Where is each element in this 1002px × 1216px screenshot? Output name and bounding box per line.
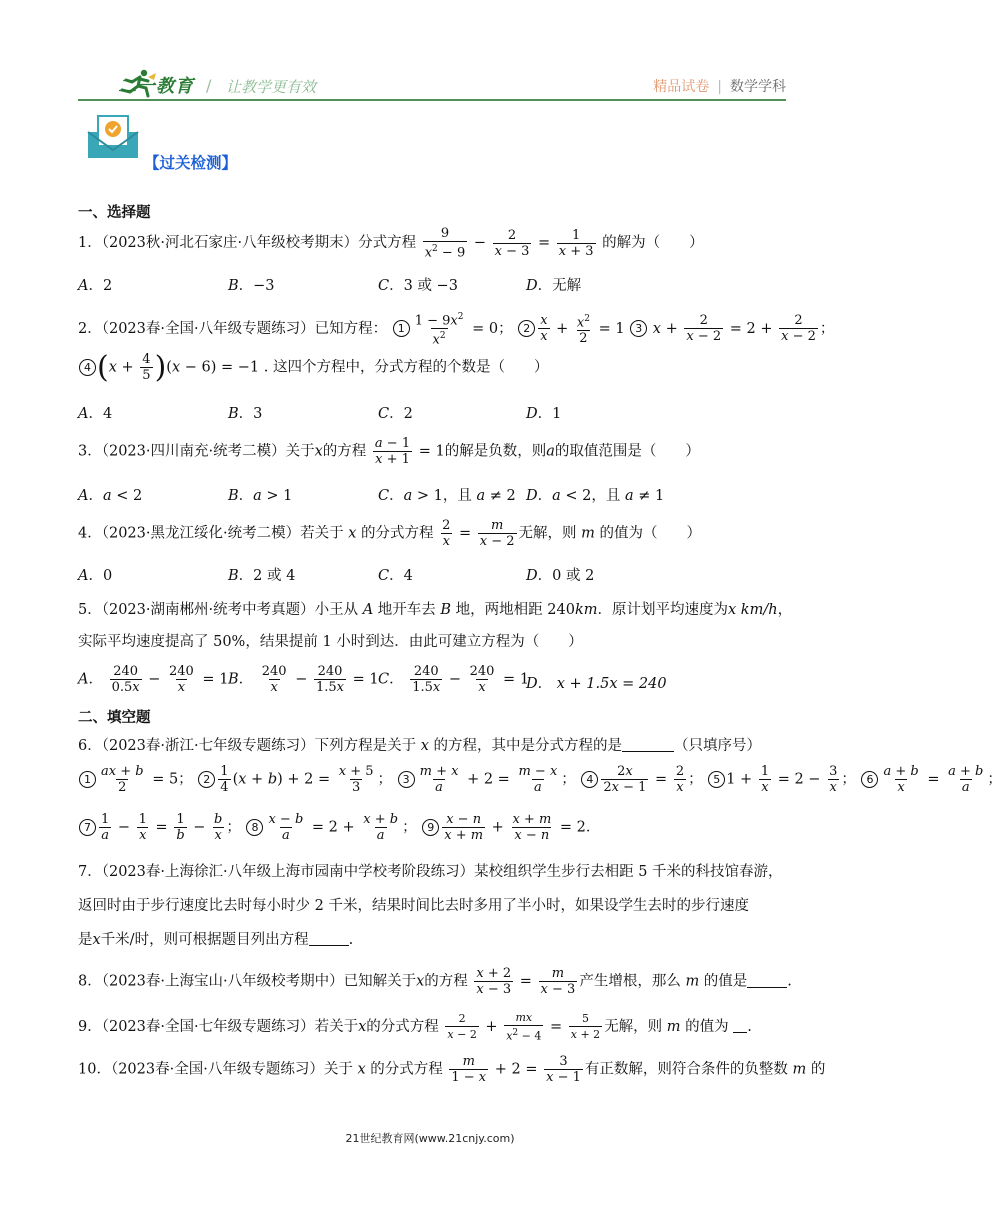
question-6: 6．（2023春·浙江·七年级专题练习）下列方程是关于 x 的方程，其中是分式方程的是 （只填序号）	[78, 738, 761, 754]
q3-stem-b: 的方程	[322, 443, 367, 460]
section-title: 【过关检测】	[144, 154, 238, 172]
q1-stem: 1．（2023秋·河北石家庄·八年级校考期末）分式方程	[78, 235, 417, 252]
q8-stem-c: 产生增根，那么	[579, 973, 681, 990]
question-3: 3．（2023·四川南充·统考二模）关于x的方程 $\frac{a - 1}{x + 1}$ = 1的解是负数，则a的取值范围是（ ）	[78, 436, 700, 467]
question-8: 8．（2023春·上海宝山·八年级校考期中）已知解关于x的方程 $\frac{x + 2}{x - 3}$ = $\frac{m}{x - 3}$ 产生增根，那么 m 的值是 .	[78, 966, 792, 997]
answer-blank[interactable]	[747, 987, 787, 988]
q4-option-a: 0	[102, 568, 113, 584]
q8-stem-d: 的值是	[703, 973, 748, 990]
q2-option-b: 3	[253, 406, 263, 422]
q2-stem: 2．（2023春·全国·八年级专题练习）已知方程：	[78, 320, 388, 337]
q1-option-c: 3 或 −3	[403, 278, 458, 294]
header-right: 精品试卷 | 数学学科	[653, 79, 786, 95]
question-4: 4．（2023·黑龙江绥化·统考二模）若关于 x 的分式方程 $\frac{2}{x}$ = $\frac{m}{x - 2}$ 无解，则 m 的值为（ ）	[78, 518, 702, 549]
page-header	[78, 68, 786, 102]
q4-stem-b: 的分式方程	[361, 525, 434, 542]
question-7: 7．（2023春·上海徐汇·八年级上海市园南中学校考阶段练习）某校组织学生步行去相距 5 千米的科技馆春游，	[78, 864, 783, 880]
q7-stem-a: 是	[78, 932, 93, 948]
q6-stem-b: 的方程，其中是分式方程的是	[433, 738, 622, 754]
question-2: 2．（2023春·全国·八年级专题练习）已知方程： 1 $\frac{1 - 9x^2}{x^2}$ = 0； 2 $\frac{x}{x}$ + $\frac{x^2}{2}$ = 1 3 x + $\frac{2}{x - 2}$ = 2 + $\frac{2}{x - 2}$ ；	[78, 312, 835, 348]
question-9: 9．（2023春·全国·七年级专题练习）若关于x的分式方程 $\frac{2}{x - 2}$ + $\frac{mx}{x^2 - 4}$ = $\frac{5}{x + 2}$ 无解，则 m 的值为 .	[78, 1011, 752, 1043]
q7-stem-b: 千米/时，则可根据题目列出方程	[100, 932, 309, 948]
checklist-envelope-icon	[84, 114, 142, 160]
q1-option-a: 2	[102, 278, 113, 294]
question-10: 10．（2023春·全国·八年级专题练习）关于 x 的分式方程 $\frac{m}{1 - x}$ + 2 = $\frac{3}{x - 1}$ 有正数解，则符合条件的负整数 m 的	[78, 1054, 826, 1085]
header-rule	[78, 99, 786, 101]
question-2-cont: 4 (x + $\frac{4}{5}$ )(x − 6) = −1 . 这四个方程中，分式方程的个数是（ ）	[78, 350, 548, 385]
q7-stem-c: .	[348, 932, 354, 948]
answer-blank[interactable]	[309, 945, 349, 946]
q10-stem: 10．（2023春·全国·八年级专题练习）关于	[78, 1061, 353, 1078]
brand-name: 二一教育	[118, 76, 194, 97]
q2-option-c: 2	[403, 406, 413, 422]
q10-stem-c: 有正数解，则符合条件的负整数	[584, 1061, 788, 1078]
q4-option-d: 0 或 2	[552, 568, 595, 584]
q1-fraction: $\frac{2}{x - 3}$	[494, 227, 530, 259]
q3-stem: 3．（2023·四川南充·统考二模）关于	[78, 443, 315, 460]
question-5: 5．（2023·湖南郴州·统考中考真题）小王从 A 地开车去 B 地，两地相距 240km．原计划平均速度为x km/h，	[78, 602, 793, 618]
part1-heading: 一、选择题	[78, 205, 151, 221]
q1-option-b: −3	[253, 278, 275, 294]
q6-equations-row1: 1 $\frac{ax + b}{2}$ = 5； 2 $\frac{1}{4}$ (x + b) + 2 = $\frac{x + 5}{3}$ ； 3 $\frac{m + x}{a}$ + 2 = $\frac{m - x}{a}$ ； 4 $\frac{2x}{2x - 1}$ = $\frac{2}{x}$ ； 5 1 + $\frac{1}{x}$ = 2 − $\frac{3}{x}$ ； 6 $\frac{a + b}{x}$ = $\frac{a + b}{a}$ ；	[78, 764, 1002, 795]
header-label-quality: 精品试卷	[653, 79, 710, 95]
brand-slogan: 让教学更有效	[226, 78, 317, 96]
q4-stem-d: 的值为（ ）	[599, 525, 702, 542]
q9-stem-d: 的值为	[685, 1018, 729, 1035]
question-7-line2: 返回时由于步行速度比去时每小时少 2 千米，结果时间比去时多用了半小时，如果设学生去时的步行速度	[78, 898, 749, 914]
part2-heading: 二、填空题	[78, 710, 151, 726]
q10-stem-b: 的分式方程	[370, 1061, 443, 1078]
q6-stem: 6．（2023春·浙江·七年级专题练习）下列方程是关于	[78, 738, 417, 754]
q5-stem-c: 地，两地相距 240	[455, 602, 575, 618]
q9-stem-c: 无解，则	[604, 1018, 663, 1035]
q2-stem-end: . 这四个方程中，分式方程的个数是（ ）	[263, 359, 549, 376]
q1-fraction: $\frac{9}{x^2 - 9}$	[424, 226, 466, 261]
q5-stem: 5．（2023·湖南郴州·统考中考真题）小王从	[78, 602, 359, 618]
q10-stem-d: 的	[810, 1061, 826, 1078]
q6-equations-row2: 7 $\frac{1}{a}$ − $\frac{1}{x}$ = $\frac{1}{b}$ − $\frac{b}{x}$ ； 8 $\frac{x - b}{a}$ = 2 + $\frac{x + b}{a}$ ； 9 $\frac{x - n}{x + m}$ + $\frac{x + m}{x - n}$ = 2．	[78, 812, 600, 843]
q5-stem-d: ．原计划平均速度为	[597, 602, 729, 618]
answer-blank[interactable]	[733, 1032, 747, 1033]
header-divider: /	[206, 76, 212, 95]
q3-stem-d: 的取值范围是（ ）	[554, 443, 700, 460]
q6-stem-c: （只填序号）	[674, 738, 761, 754]
question-7-line3: 是x千米/时，则可根据题目列出方程 .	[78, 932, 354, 948]
q1-stem-end: 的解为（ ）	[602, 235, 704, 252]
q4-option-c: 4	[403, 568, 413, 584]
q8-stem: 8．（2023春·上海宝山·八年级校考期中）已知解关于	[78, 973, 417, 990]
q9-stem: 9．（2023春·全国·七年级专题练习）若关于	[78, 1018, 359, 1035]
header-label-subject: 数学学科	[730, 79, 786, 95]
q4-stem-c: 无解，则	[518, 525, 577, 542]
question-1: 1．（2023秋·河北石家庄·八年级校考期末）分式方程 $\frac{9}{x^2 - 9}$ − $\frac{2}{x - 3}$ = $\frac{1}{x + 3}$ 的解为（ ）	[78, 226, 704, 261]
q8-stem-e: .	[787, 973, 792, 990]
q1-option-d: 无解	[552, 278, 582, 294]
q9-stem-e: .	[747, 1018, 752, 1035]
q5-stem-b: 地开车去	[377, 602, 436, 618]
q5-option-d: x + 1.5x = 240	[556, 676, 667, 692]
q9-stem-b: 的分式方程	[366, 1018, 439, 1035]
page-footer: 21世纪教育网(www.21cnjy.com)	[345, 1132, 515, 1145]
answer-blank[interactable]	[622, 751, 674, 752]
q4-stem: 4．（2023·黑龙江绥化·统考二模）若关于	[78, 525, 344, 542]
question-5-line2: 实际平均速度提高了 50%，结果提前 1 小时到达．由此可建立方程为（ ）	[78, 634, 583, 650]
q3-stem-c: 的解是负数，则	[444, 443, 547, 460]
q2-option-a: 4	[102, 406, 113, 422]
q1-fraction: $\frac{1}{x + 3}$	[558, 227, 594, 259]
q4-option-b: 2 或 4	[253, 568, 296, 584]
q2-option-d: 1	[552, 406, 562, 422]
q8-stem-b: 的方程	[424, 973, 468, 990]
